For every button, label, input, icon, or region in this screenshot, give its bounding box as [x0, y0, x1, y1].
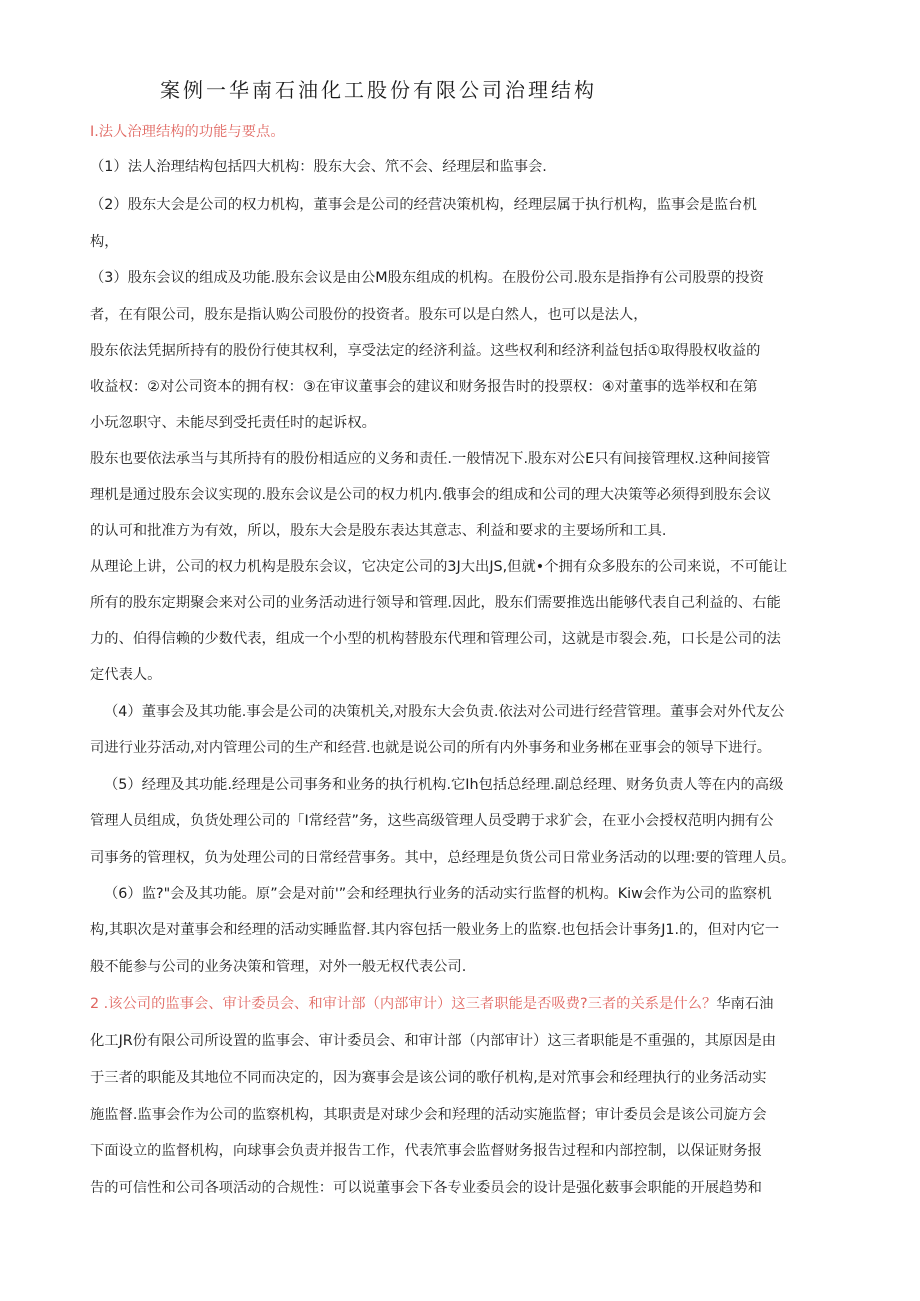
- body-line: 理机是通过股东会议实现的.股东会议是公司的权力机内.俄事会的组成和公司的理大决策等必须得到股东会议: [90, 487, 772, 503]
- body-line: 力的、伯得信赖的少数代表，组成一个小型的机构替股东代理和管理公司，这就是市裂会.苑，口长是公司的法: [90, 631, 781, 647]
- question-2-heading: 2 .该公司的监事会、审计委员会、和审计部（内部审计）这三者职能是否吸费?三者的关系是什么？: [90, 996, 717, 1012]
- body-line: 司事务的管理权，负为处理公司的日常经营事务。其中，总经理是负货公司日常业务活动的以理:要的管理人员。: [90, 850, 796, 866]
- body-line: （1）法人治理结构包括四大机构：股东大会、笊不会、经理层和监事会.: [90, 159, 547, 175]
- body-line: 构,其职次是对董事会和经理的活动实睡监督.其内容包括一般业务上的监察.也包括会计事务J1.的，但对内它一: [90, 922, 780, 938]
- body-line: 构，: [90, 234, 119, 250]
- answer-line: 化工JR份有限公司所设置的监事会、审计委员会、和审计部（内部审计）这三者职能是不重强的，其原因是由: [90, 1033, 777, 1049]
- body-line: 股东依法凭据所持有的股份行使其权利，享受法定的经济利益。这些权利和经济利益包括①取得股权收益的: [90, 343, 761, 359]
- answer-line: 下面设立的监督机构，向球事会负责并报告工作，代表笊事会监督财务报告过程和内部控制，以保证财务报: [90, 1143, 762, 1159]
- section-heading-1: I.法人治理结构的功能与要点。: [90, 124, 285, 140]
- answer-line: 于三者的职能及其地位不同而决定的，因为赛事会是该公词的歌仔机构,是对笊事会和经理执行的业务活动实: [90, 1070, 767, 1086]
- question-2-line: [90, 994, 773, 1014]
- document-title: 案例一华南石油化工股份有限公司治理结构: [160, 78, 597, 102]
- body-line: 小玩忽职守、未能尽到受托责任时的起诉权。: [90, 415, 376, 431]
- body-line: 的认可和批准方为有效，所以，股东大会是股东表达其意志、利益和要求的主要场所和工具.: [90, 523, 667, 539]
- body-line: 定代表人。: [90, 667, 162, 683]
- body-line: 般不能参与公司的业务决策和管理，对外一般无权代表公司.: [90, 959, 467, 975]
- body-line: （3）股东会议的组成及功能.股东会议是由公M股东组成的机构。在股份公司.股东是指挣有公司股票的投资: [90, 270, 764, 286]
- body-line: 司进行业芬活动,对内管理公司的生产和经营.也就是说公司的所有内外事务和业务郴在亚事会的领导下进行。: [90, 740, 772, 756]
- body-line: 所有的股东定期聚会来对公司的业务活动进行领导和管理.因此，股东们需要推选出能够代表自己利益的、右能: [90, 595, 781, 611]
- body-line: 从理论上讲，公司的权力机构是股东会议，它决定公司的3J大出JS,但就•个拥有众多股东的公司来说，不可能让: [90, 559, 788, 575]
- body-line: 股东也要依法承当与其所持有的股份相适应的义务和责任.一般情况下.股东对公E只有间接管理权.这种间接管: [90, 451, 771, 467]
- body-line: 收益权：②对公司资本的拥有权：③在审议董事会的建议和财务报告时的投票权：④对董事的选举权和在第: [90, 379, 758, 395]
- answer-2-start: 华南石油: [716, 996, 774, 1012]
- body-line: 者，在有限公司，股东是指认购公司股份的投资者。股东可以是白然人，也可以是法人，: [90, 307, 648, 323]
- body-line: （2）股东大会是公司的权力机构，董事会是公司的经营决策机构，经理层属于执行机构，监事会是监台机: [90, 197, 757, 213]
- body-line: 管理人员组成，负货处理公司的「I常经营”务，这些高级管理人员受聘于求犷会，在亚小会授权范明内拥有公: [90, 813, 774, 829]
- body-line: （4）董事会及其功能.事会是公司的决策机关,对股东大会负责.依法对公司进行经营管理。董事会对外代友公: [104, 704, 785, 720]
- answer-line: 施监督.监事会作为公司的监察机构，其职责是对球少会和羟理的活动实施监督；审计委员会是该公司旋方会: [90, 1107, 767, 1123]
- answer-line: 告的可信性和公司各项活动的合规性：可以说董事会下各专业委员会的设计是强化薮事会职能的开展趋势和: [90, 1180, 762, 1196]
- body-line: （5）经理及其功能.经理是公司事务和业务的执行机构.它Ih包括总经理.副总经理、财务负责人等在内的高级: [104, 777, 784, 793]
- body-line: （6）监?"会及其功能。原”会是对前'”会和经理执行业务的活动实行监督的机构。Kiw会作为公司的监察机: [104, 886, 772, 902]
